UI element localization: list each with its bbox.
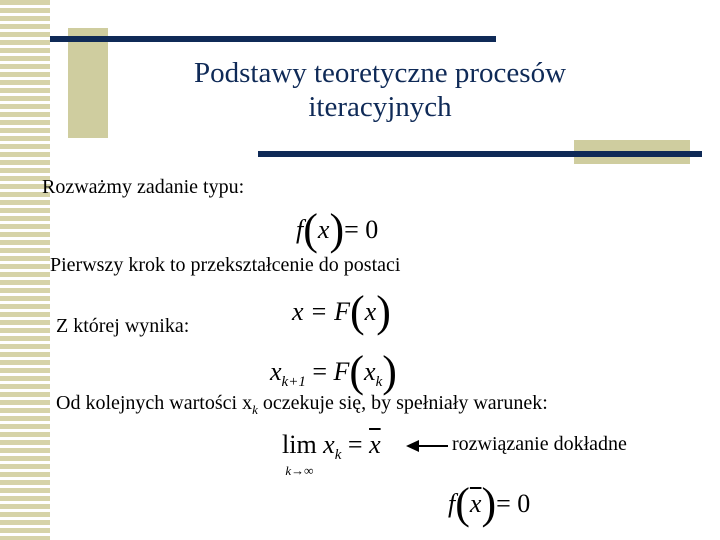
arrow-head-icon [406, 440, 419, 452]
equation-1: f(x)= 0 [296, 205, 379, 254]
annotation-label: rozwiązanie dokładne [452, 433, 627, 455]
equation-2: x = F(x) [292, 287, 391, 336]
equation-3: $x_{k+1} = F(x_k)$ [270, 347, 397, 396]
title-line-2: iteracyjnych [308, 91, 452, 123]
body-line-4: Od kolejnych wartości $x_k$ oczekuje się, by spełniały warunek: [56, 392, 548, 417]
body-line-1: Rozważmy zadanie typu: [42, 176, 245, 198]
equation-4: lim $^{k\to\infty}$ $x_k = \overline{x}$ [282, 430, 381, 478]
body-line-2: Pierwszy krok to przekształcenie do postaci [50, 254, 401, 276]
title-line-1: Podstawy teoretyczne procesów [193, 57, 567, 89]
equation-5: $f(\overline{x})= 0$ [448, 479, 531, 528]
body-line-3: Z której wynika: [56, 315, 190, 337]
